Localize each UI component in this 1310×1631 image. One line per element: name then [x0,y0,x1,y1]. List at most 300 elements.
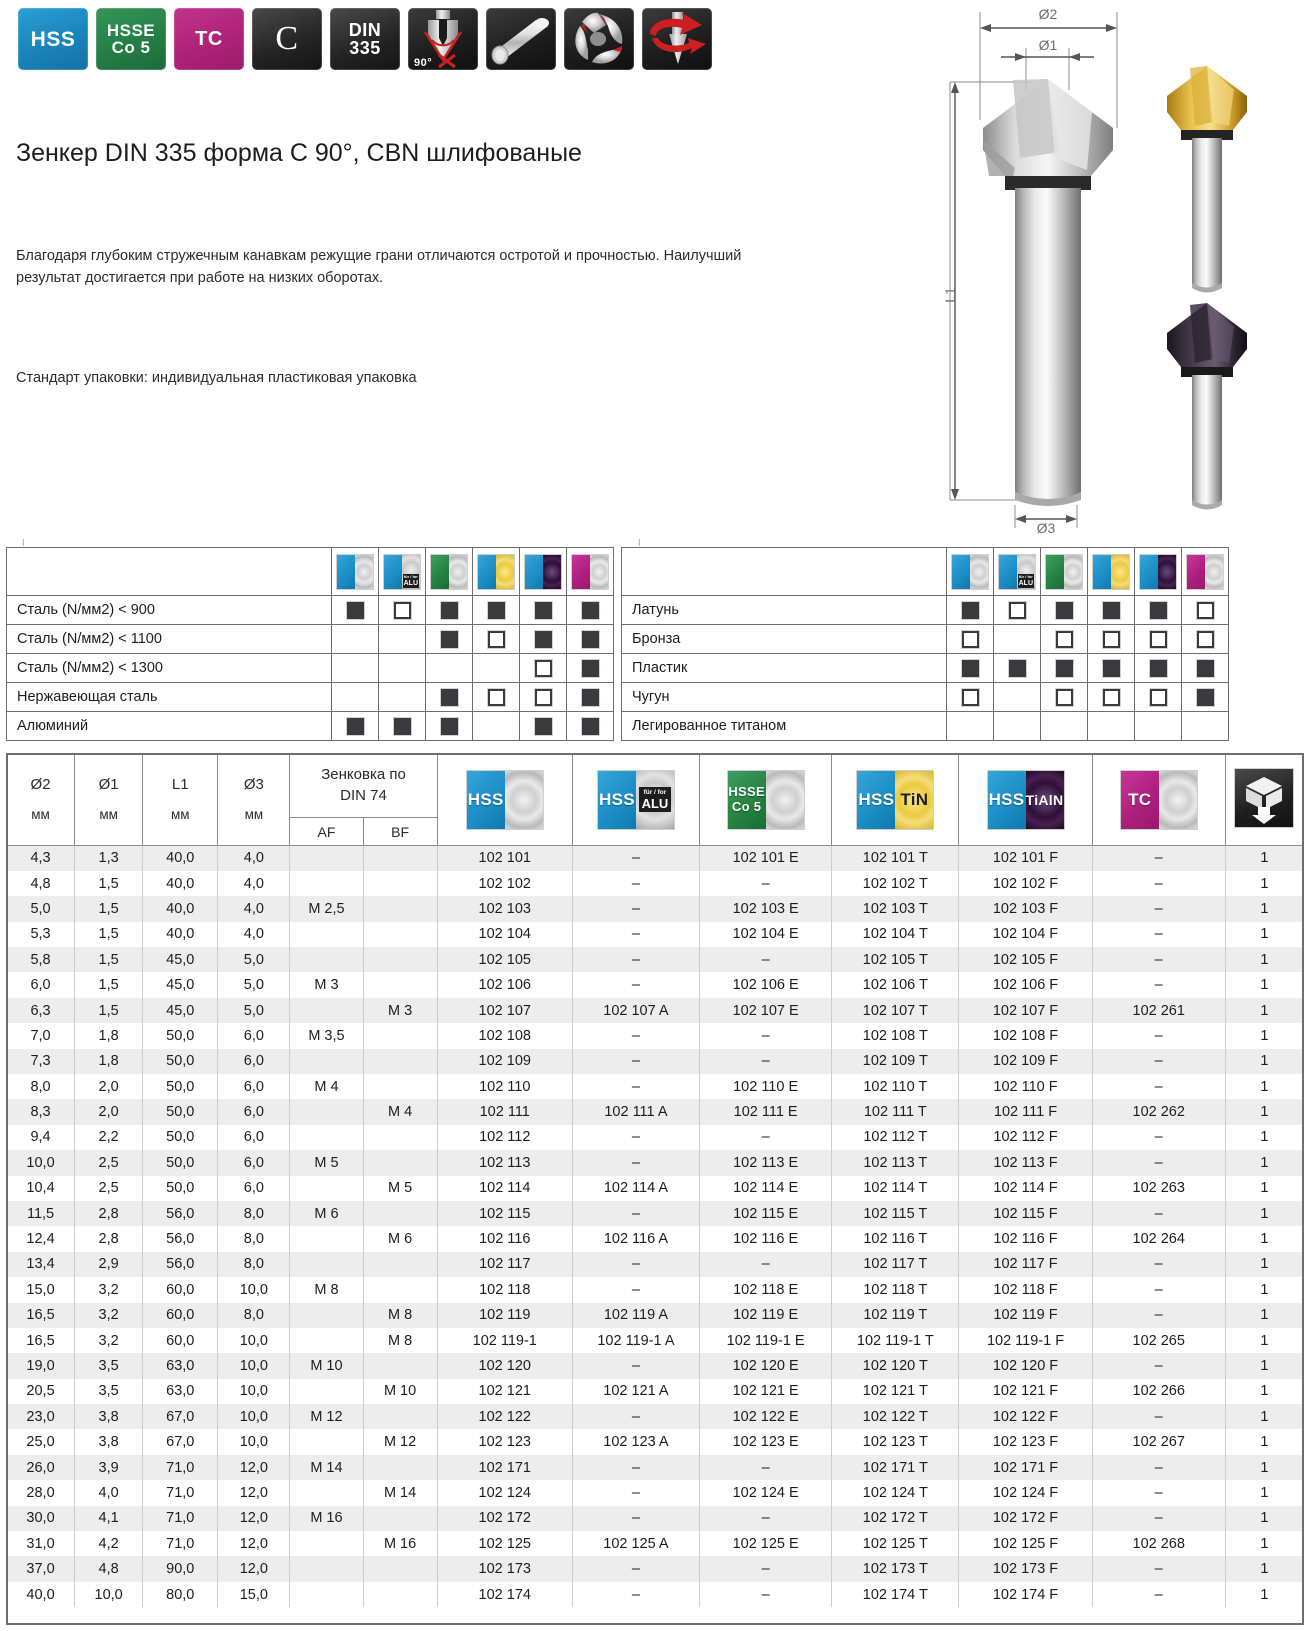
cell-d3: 10,0 [218,1379,290,1404]
material-mark-cell [1135,712,1182,741]
cell-hss-alu: – [572,871,699,896]
mark-suitable [488,631,505,648]
cell-tin: 102 113 T [832,1150,959,1175]
table-row [7,1582,1304,1607]
cell-af [290,1429,363,1454]
cell-tin: 102 108 T [832,1023,959,1048]
cell-hss-alu: – [572,1404,699,1429]
table-row [7,1226,1304,1251]
mark-suitable [1150,689,1167,706]
material-row [7,683,614,712]
cell-tin: 102 172 T [832,1506,959,1531]
cell-d1: 1,8 [75,1049,143,1074]
cell-af: M 16 [290,1506,363,1531]
cell-hss-alu: – [572,1277,699,1302]
cell-d1: 2,8 [75,1201,143,1226]
cell-l1: 63,0 [143,1379,218,1404]
cell-tialn: 102 119-1 F [959,1328,1092,1353]
cell-d1: 3,9 [75,1455,143,1480]
material-mark-cell [379,625,426,654]
col-header-hss-tin [832,754,959,846]
cell-bf: M 3 [363,998,437,1023]
cell-tin: 102 107 T [832,998,959,1023]
table-row [7,1150,1304,1175]
cell-bf [363,1455,437,1480]
mark-empty [347,658,364,675]
cell-d2: 8,3 [7,1099,75,1124]
cell-hss-alu: – [572,846,699,871]
cell-bf [363,1506,437,1531]
din-badge-line1: DIN [348,20,382,40]
cell-hss-alu: – [572,1353,699,1378]
material-mark-cell [1041,683,1088,712]
cell-hss: 102 115 [437,1201,572,1226]
material-row [7,712,614,741]
hss-tialn-icon [525,555,561,589]
cell-l1: 50,0 [143,1049,218,1074]
cell-hss-alu: – [572,1252,699,1277]
cell-bf [363,896,437,921]
cell-qty: 1 [1225,871,1303,896]
cell-d3: 8,0 [218,1201,290,1226]
cell-d1: 1,5 [75,922,143,947]
cell-hss-alu: – [572,1023,699,1048]
cell-tc: – [1092,972,1225,997]
table-row [7,1176,1304,1201]
din-335-badge [330,8,400,70]
mark-suitable [1197,631,1214,648]
cell-bf: M 12 [363,1429,437,1454]
cell-tin: 102 171 T [832,1455,959,1480]
col-header-af: AF [290,818,363,846]
material-mark-cell [520,712,567,741]
cell-hss-alu: 102 111 A [572,1099,699,1124]
table-row [7,1099,1304,1124]
cell-d1: 1,5 [75,871,143,896]
cell-af [290,1531,363,1556]
cell-d3: 15,0 [218,1582,290,1607]
dim-label-d1: Ø1 [1038,37,1058,53]
cell-tin: 102 174 T [832,1582,959,1607]
cell-bf [363,1023,437,1048]
cell-hss-alu: – [572,1125,699,1150]
material-mark-cell [426,712,473,741]
cell-af: M 2,5 [290,896,363,921]
cell-tialn: 102 110 F [959,1074,1092,1099]
cell-hss: 102 104 [437,922,572,947]
cell-d1: 1,8 [75,1023,143,1048]
cell-tialn: 102 102 F [959,871,1092,896]
cell-d3: 12,0 [218,1506,290,1531]
material-label: Легированное титаном [622,712,947,741]
material-mark-cell [379,596,426,625]
material-mark-cell [473,712,520,741]
tc-badge-label: TC [195,28,223,50]
cell-bf [363,1353,437,1378]
table-row [7,1074,1304,1099]
cell-hss: 102 102 [437,871,572,896]
cell-tin: 102 118 T [832,1277,959,1302]
cell-af [290,922,363,947]
cell-l1: 45,0 [143,947,218,972]
material-mark-cell [1041,625,1088,654]
cell-qty: 1 [1225,846,1303,871]
material-mark-cell [332,654,379,683]
product-specification-table [6,753,1304,1607]
mark-suitable [488,689,505,706]
cell-qty: 1 [1225,1049,1303,1074]
cell-tin: 102 111 T [832,1099,959,1124]
cell-qty: 1 [1225,1429,1303,1454]
material-label: Нержавеющая сталь [7,683,332,712]
cell-d3: 5,0 [218,998,290,1023]
material-mark-cell [1088,625,1135,654]
cell-hsse: 102 106 E [700,972,832,997]
cell-d3: 10,0 [218,1328,290,1353]
cell-af [290,1379,363,1404]
mark-recommended [962,602,979,619]
cell-qty: 1 [1225,1277,1303,1302]
hss-tin-icon [1093,555,1129,589]
table-header-row [7,548,614,596]
mark-empty [1150,716,1167,733]
product-figure [855,0,1310,535]
cell-tialn: 102 106 F [959,972,1092,997]
table-row [7,1455,1304,1480]
cell-tc: – [1092,1582,1225,1607]
cell-tin: 102 122 T [832,1404,959,1429]
cell-af: M 12 [290,1404,363,1429]
product-description: Благодаря глубоким стружечным канавкам режущие грани отличаются остротой и прочностью. Наилучший результат достигается при работе на низких оборотах. [16,247,742,286]
cell-tc: 102 268 [1092,1531,1225,1556]
cell-hss: 102 116 [437,1226,572,1251]
dim-label-d2: Ø2 [1038,6,1058,22]
cell-tc: – [1092,922,1225,947]
cell-hsse: – [700,1023,832,1048]
cell-hss: 102 125 [437,1531,572,1556]
cell-l1: 90,0 [143,1556,218,1581]
cell-tc: – [1092,1556,1225,1581]
cell-l1: 40,0 [143,871,218,896]
material-mark-cell [1135,596,1182,625]
material-compatibility-table-right [621,547,1229,741]
cell-tc: 102 261 [1092,998,1225,1023]
material-mark-cell [520,596,567,625]
material-compatibility-table-left [6,547,614,741]
din-badge-line2: 335 [349,38,381,58]
cell-d3: 10,0 [218,1429,290,1454]
cell-l1: 56,0 [143,1201,218,1226]
cell-hss: 102 113 [437,1150,572,1175]
cell-d1: 2,5 [75,1176,143,1201]
cell-qty: 1 [1225,1099,1303,1124]
coating-header-tc [567,548,614,596]
cell-af [290,871,363,896]
cell-tin: 102 115 T [832,1201,959,1226]
cell-bf [363,1074,437,1099]
cell-d3: 4,0 [218,896,290,921]
table-row [7,922,1304,947]
col-header-d2: Ø2 мм [7,754,75,846]
cell-hsse: 102 104 E [700,922,832,947]
material-mark-cell [1182,654,1229,683]
cell-tialn: 102 104 F [959,922,1092,947]
box-glyph [1235,769,1293,827]
table-row [7,1328,1304,1353]
material-mark-cell [947,712,994,741]
material-row [7,625,614,654]
mark-empty [488,716,505,733]
table-header-row [622,548,1229,596]
cell-d2: 25,0 [7,1429,75,1454]
cell-tc: – [1092,1252,1225,1277]
cell-d2: 11,5 [7,1201,75,1226]
cell-d2: 28,0 [7,1480,75,1505]
cell-tc: – [1092,871,1225,896]
material-row [622,683,1229,712]
cell-tc: – [1092,1480,1225,1505]
cell-tc: – [1092,1277,1225,1302]
cell-d3: 6,0 [218,1049,290,1074]
cell-tialn: 102 121 F [959,1379,1092,1404]
packaging-note: Стандарт упаковки: индивидуальная пластиковая упаковка [16,369,417,386]
tc-badge [174,8,244,70]
cell-hss: 102 119-1 [437,1328,572,1353]
cell-d2: 9,4 [7,1125,75,1150]
hss-steel-icon [952,555,988,589]
cell-d2: 4,3 [7,846,75,871]
cell-l1: 67,0 [143,1429,218,1454]
table-row [7,1429,1304,1454]
hss-tin-icon [478,555,514,589]
cell-tc: 102 263 [1092,1176,1225,1201]
cell-tc: – [1092,1455,1225,1480]
cell-hsse: – [700,1455,832,1480]
cell-tc: 102 262 [1092,1099,1225,1124]
material-mark-cell [1041,712,1088,741]
coating-header-tc [1182,548,1229,596]
mark-recommended [1103,660,1120,677]
cell-qty: 1 [1225,1176,1303,1201]
cell-d3: 6,0 [218,1099,290,1124]
table-row [7,1252,1304,1277]
cell-d2: 16,5 [7,1303,75,1328]
cell-qty: 1 [1225,947,1303,972]
cell-l1: 45,0 [143,998,218,1023]
cell-tin: 102 104 T [832,922,959,947]
material-mark-cell [1135,625,1182,654]
material-mark-cell [473,596,520,625]
cell-tialn: 102 111 F [959,1099,1092,1124]
cell-hsse: – [700,1125,832,1150]
cell-d3: 10,0 [218,1353,290,1378]
material-mark-cell [426,654,473,683]
material-mark-cell [1041,654,1088,683]
cell-l1: 67,0 [143,1404,218,1429]
material-mark-cell [379,683,426,712]
cell-tialn: 102 103 F [959,896,1092,921]
cell-hss: 102 123 [437,1429,572,1454]
cell-hsse: 102 110 E [700,1074,832,1099]
cell-d1: 2,0 [75,1099,143,1124]
cell-l1: 45,0 [143,972,218,997]
cell-bf [363,1049,437,1074]
mark-empty [394,658,411,675]
cell-hss-alu: 102 121 A [572,1379,699,1404]
coating-header-hss-alu [994,548,1041,596]
cell-d1: 1,5 [75,896,143,921]
cell-hsse: 102 103 E [700,896,832,921]
cell-l1: 50,0 [143,1150,218,1175]
cell-d2: 26,0 [7,1455,75,1480]
cell-tialn: 102 118 F [959,1277,1092,1302]
material-mark-cell [520,654,567,683]
cell-tialn: 102 125 F [959,1531,1092,1556]
cell-tin: 102 123 T [832,1429,959,1454]
cell-d1: 3,5 [75,1353,143,1378]
cell-l1: 50,0 [143,1176,218,1201]
cell-qty: 1 [1225,1506,1303,1531]
cell-hss-alu: 102 119-1 A [572,1328,699,1353]
cell-hss-alu: – [572,972,699,997]
cell-d2: 20,5 [7,1379,75,1404]
cell-qty: 1 [1225,1556,1303,1581]
table-row [7,1023,1304,1048]
cell-tc: – [1092,846,1225,871]
mark-suitable [535,689,552,706]
table-row [7,846,1304,871]
cell-hss: 102 119 [437,1303,572,1328]
cell-hss-alu: 102 119 A [572,1303,699,1328]
cell-qty: 1 [1225,972,1303,997]
material-label: Сталь (N/мм2) < 900 [7,596,332,625]
cell-d1: 3,2 [75,1277,143,1302]
cell-af [290,947,363,972]
col-header-d3: Ø3 мм [218,754,290,846]
table-row [7,1049,1304,1074]
material-mark-cell [1182,683,1229,712]
cell-tin: 102 105 T [832,947,959,972]
cell-hss-alu: 102 114 A [572,1176,699,1201]
material-mark-cell [332,712,379,741]
coating-header-hsse [426,548,473,596]
cell-d3: 4,0 [218,846,290,871]
cell-hsse: 102 122 E [700,1404,832,1429]
cell-tc: – [1092,947,1225,972]
rotation-arrow-icon [642,8,712,70]
cell-qty: 1 [1225,1150,1303,1175]
mark-suitable [1056,631,1073,648]
cell-bf [363,1125,437,1150]
material-mark-cell [332,596,379,625]
cell-bf [363,1201,437,1226]
mark-recommended [1197,660,1214,677]
hsse-co5-icon: HSSE Co 5 [728,771,804,829]
cell-d2: 4,8 [7,871,75,896]
mark-empty [347,687,364,704]
cell-qty: 1 [1225,1074,1303,1099]
cell-tin: 102 114 T [832,1176,959,1201]
material-label: Сталь (N/мм2) < 1300 [7,654,332,683]
mark-empty [1009,716,1026,733]
material-mark-cell [332,683,379,712]
cell-tialn: 102 107 F [959,998,1092,1023]
cell-d3: 12,0 [218,1531,290,1556]
cell-hsse: 102 115 E [700,1201,832,1226]
cell-d1: 3,2 [75,1303,143,1328]
cell-bf: M 14 [363,1480,437,1505]
mark-recommended [962,660,979,677]
cell-tin: 102 125 T [832,1531,959,1556]
cell-hss-alu: – [572,1556,699,1581]
cell-hss-alu: 102 125 A [572,1531,699,1556]
material-mark-cell [426,625,473,654]
cell-tc: – [1092,1404,1225,1429]
cell-d3: 10,0 [218,1404,290,1429]
mark-suitable [1103,689,1120,706]
countersink-technical-drawing [855,0,1310,535]
hsse-co5-badge [96,8,166,70]
material-mark-cell [994,712,1041,741]
material-mark-cell [1088,654,1135,683]
cell-qty: 1 [1225,1201,1303,1226]
cell-tc: – [1092,1150,1225,1175]
cell-tialn: 102 171 F [959,1455,1092,1480]
countersink-tin-gold [1167,66,1247,293]
cell-d2: 10,4 [7,1176,75,1201]
cell-d3: 10,0 [218,1277,290,1302]
material-label: Сталь (N/мм2) < 1100 [7,625,332,654]
cell-l1: 71,0 [143,1480,218,1505]
hss-tialn-icon: HSS TiAlN [988,771,1064,829]
cell-qty: 1 [1225,1252,1303,1277]
cell-tialn: 102 119 F [959,1303,1092,1328]
mark-recommended [1150,602,1167,619]
cell-tc: 102 265 [1092,1328,1225,1353]
cell-tialn: 102 173 F [959,1556,1092,1581]
cell-d3: 6,0 [218,1023,290,1048]
col-header-hss-alu [572,754,699,846]
cell-tialn: 102 172 F [959,1506,1092,1531]
cell-af: M 3 [290,972,363,997]
cell-hss-alu: 102 123 A [572,1429,699,1454]
cell-tin: 102 119-1 T [832,1328,959,1353]
cell-bf [363,972,437,997]
mark-recommended [1197,689,1214,706]
mark-empty [962,716,979,733]
cell-qty: 1 [1225,896,1303,921]
cell-d1: 1,5 [75,972,143,997]
cell-d1: 4,1 [75,1506,143,1531]
package-icon [1235,769,1293,827]
cell-tc: – [1092,1303,1225,1328]
cell-l1: 71,0 [143,1531,218,1556]
cell-qty: 1 [1225,1404,1303,1429]
hss-tin-icon: HSS TiN [857,771,933,829]
cell-tin: 102 116 T [832,1226,959,1251]
material-mark-cell [426,683,473,712]
cell-qty: 1 [1225,1480,1303,1505]
cell-d2: 5,3 [7,922,75,947]
cell-d2: 23,0 [7,1404,75,1429]
cell-hss-alu: – [572,896,699,921]
material-mark-cell [520,625,567,654]
cell-qty: 1 [1225,922,1303,947]
cell-tialn: 102 120 F [959,1353,1092,1378]
cell-bf: M 16 [363,1531,437,1556]
cell-d1: 2,9 [75,1252,143,1277]
cell-d3: 12,0 [218,1455,290,1480]
